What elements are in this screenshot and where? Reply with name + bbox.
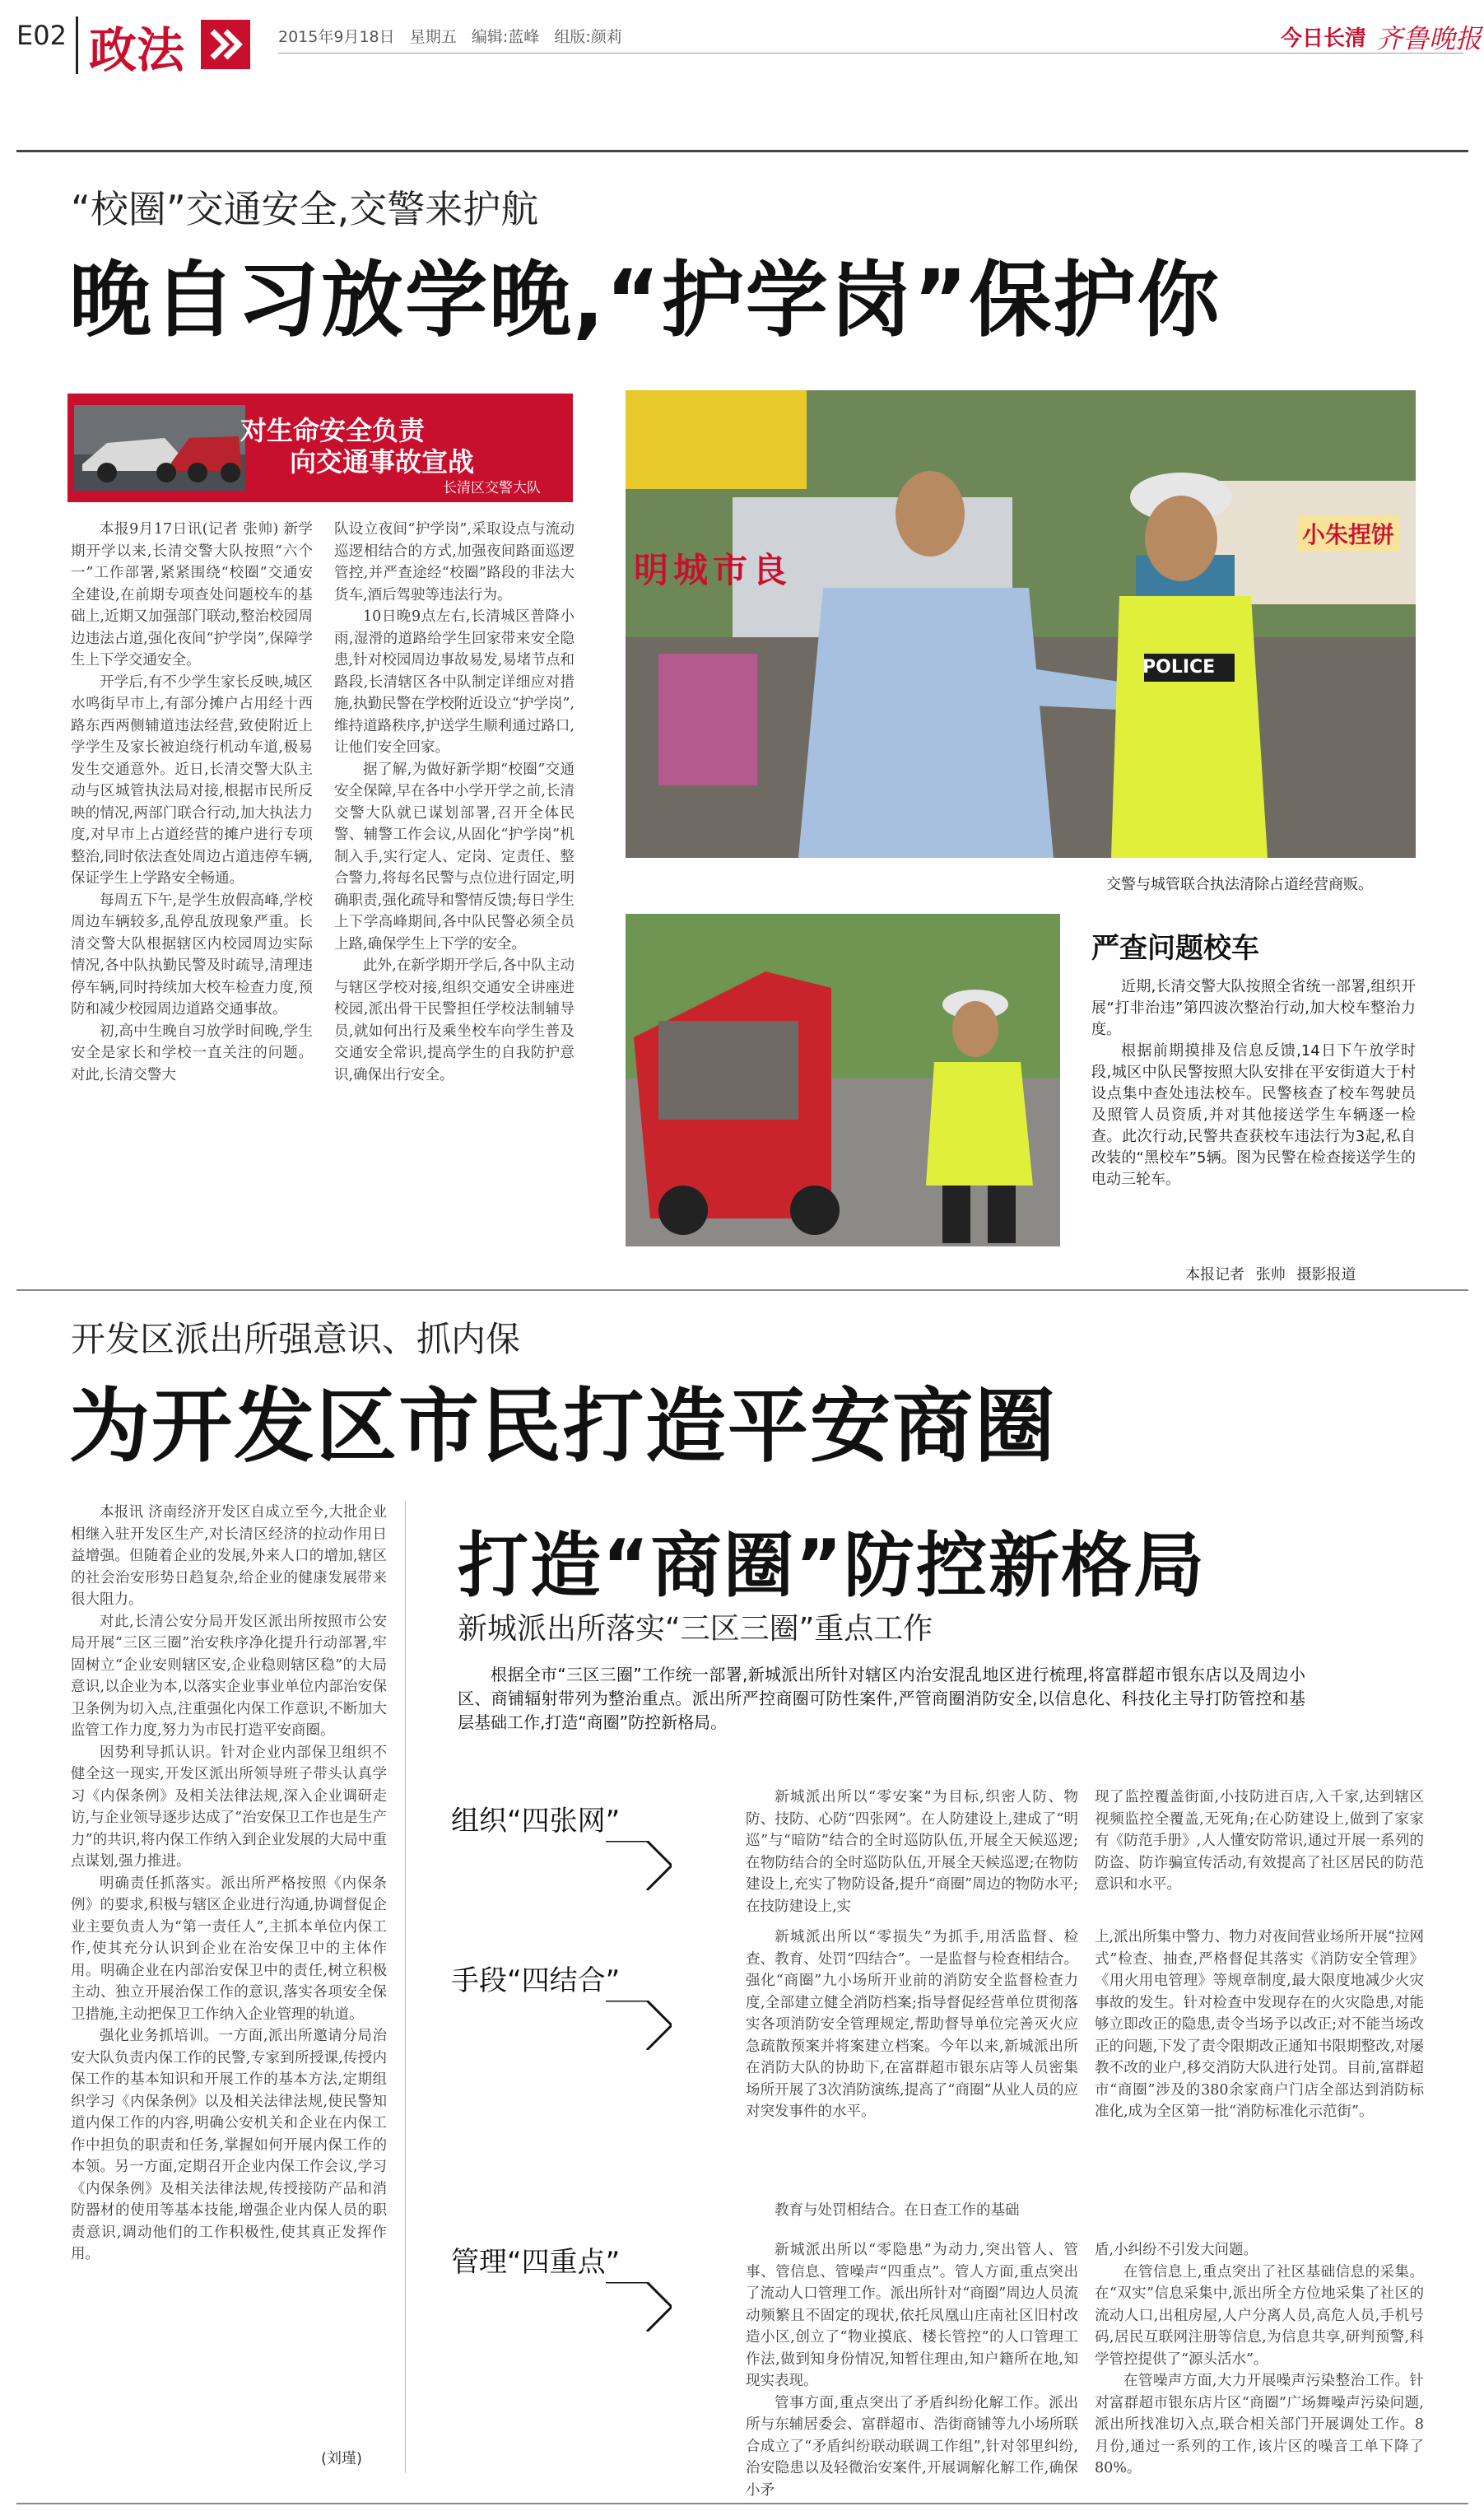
section3-paragraph: 在管信息上,重点突出了社区基础信息的采集。在“双实”信息采集中,派出所全方位地采集了社区的流动人口,出租房屋,人户分离人员,高危人员,手机号码,居民互联网注册等信息,为信息共享,研判预警,科学管控提供了“源头活水”。 [1095,2263,1424,2368]
story1-paragraph: 据了解,为做好新学期“校圈”交通安全保障,早在各中小学开学之前,长清交警大队就已谋划部署,召开全体民警、辅警工作会议,从固化“护学岗”机制入手,实行定人、定岗、定责任、整合警力,将每名民警与点位进行固定,明确职责,强化疏导和警情反馈;每日学生上下学高峰期间,各中队民警必须全员上路,确保学生上下学的安全。 [334,761,575,953]
section2-tail: 教育与处罚相结合。在日查工作的基础 [775,2202,1020,2219]
story2-column-rule [405,1502,406,2473]
section2-column-2: 上,派出所集中警力、物力对夜间营业场所开展“拉网式”检查、抽查,严格督促其落实《消防安全管理》《用火用电管理》等规章制度,最大限度地减少火灾事故的发生。针对检查中发现存在的火灾隐患,对能够立即改正的隐患,责令当场予以改正;对不能当场改正的问题,下发了责令限期改正通知书限期整改,对屡教不改的业户,移交消防大队进行处罚。目前,富群超市“商圈”涉及的380余家商户门店全部达到消防标准化,成为全区第一批“消防标准化示范街”。 [1095,1929,1424,2120]
banner-line-1: 对生命安全负责 [240,415,426,446]
header-rule [16,150,1468,152]
story-divider [16,1289,1468,1291]
issue-weekday: 星期五 [409,28,457,46]
story1-paragraph: 10日晚9点左右,长清城区普降小雨,湿滑的道路给学生回家带来安全隐患,针对校园周边事故易发,易堵节点和路段,长清辖区各中队制定详细应对措施,执勤民警在学校附近设立“护学岗”,维持道路秩序,护送学生顺利通过路口,让他们安全回家。 [334,608,575,756]
photo1-sign-left: 明城市良 [634,550,793,590]
story2-column [71,1502,387,2448]
photo-school-tricycle [626,914,1060,1246]
column-name: 今日长清 [1281,26,1367,51]
story2-paragraph: 因势利导抓认识。针对企业内部保卫组织不健全这一现实,开发区派出所领导班子带头认真学习《内保条例》及相关法律法规,深入企业调研走访,与企业领导逐步达成了“治安保卫工作也是生产力”的共识,将内保工作纳入到企业发展的大局中重点谋划,强力推进。 [71,1744,387,1870]
issue-date: 2015年9月18日 [278,28,395,46]
photo1-vest-label: POLICE [1142,657,1216,678]
page-header [0,0,1484,156]
photo1-sign-right: 小朱捏饼 [1297,515,1399,552]
issue-layout: 组版:颜莉 [554,28,622,46]
story2-byline: (刘瑾) [321,2450,363,2467]
sidebar-body [1091,976,1416,1190]
sidebar-credit: 本报记者 张帅 摄影报道 [1185,1266,1356,1283]
section3-column-2 [1095,2239,1424,2499]
section1-column-1: 新城派出所以“零安案”为目标,织密人防、物防、技防、心防“四张网”。在人防建设上,建成了“明巡”与“暗防”结合的全时巡防队伍,开展全天候巡逻;在物防结合的全时巡防队伍,开展全天候巡逻;在物防建设上,充实了物防设备,提升“商圈”周边的物防水平;在技防建设上,实 [746,1789,1078,1915]
section2-column-1 [746,1926,1078,2198]
section1-title: 组织“四张网” [451,1805,621,1838]
section3-arrow-icon [606,2282,672,2335]
section1-column-2: 现了监控覆盖街面,小技防进百店,入千家,达到辖区视频监控全覆盖,无死角;在心防建设上,做到了家家有《防范手册》,人人懂安防常识,通过开展一系列的防盗、防诈骗宣传活动,有效提高了社区居民的防范意识和水平。 [1095,1789,1424,1893]
issue-info [278,25,622,47]
header-divider [76,16,78,74]
section2-paragraph: 新城派出所以“零损失”为抓手,用活监督、检查、教育、处罚“四结合”。一是监督与检查相结合。强化“商圈”九小场所开业前的消防安全监督检查力度,全部建立健全消防档案;指导督促经营单位贯彻落实各项消防安全管理规定,帮助督导单位完善灭火应急疏散预案并将案建立档案。今年以来,新城派出所在消防大队的协助下,在富群超市银东店等人员密集场所开展了3次消防演练,提高了“商圈”从业人员的应对突发事件的水平。 [746,1929,1078,2120]
section2-arrow-icon [606,2001,672,2053]
section-arrow-icon [201,20,250,69]
section3-paragraph: 盾,小纠纷不引发大问题。 [1095,2242,1258,2258]
story1-headline: 晚自习放学晚,“护学岗”保护你 [69,252,1221,348]
page-number: E02 [16,20,67,51]
section-label: 政法 [89,22,185,78]
story1-paragraph: 初,高中生晚自习放学时间晚,学生安全是家长和学校一直关注的问题。对此,长清交警大 [71,1023,313,1083]
header-underline [278,53,1463,54]
paper-logo: 齐鲁晚报 [1376,23,1482,54]
car-crash-illustration [74,405,245,491]
story3-lead: 根据全市“三区三圈”工作统一部署,新城派出所针对辖区内治安混乱地区进行梳理,将富群超市银东店以及周边小区、商铺辐射带列为整治重点。派出所严控商圈可防性案件,严管商圈消防安全,以信息化、科技化主导打防管控和基层基础工作,打造“商圈”防控新格局。 [458,1665,1305,1732]
section3-paragraph: 管事方面,重点突出了矛盾纠纷化解工作。派出所与东辅居委会、富群超市、浩街商铺等九小场所联合成立了“矛盾纠纷联动联调工作组”,针对邻里纠纷,治安隐患以及轻微治安案件,开展调解化解工作,确保小矛 [746,2394,1078,2499]
banner-line-2: 向交通事故宣战 [290,446,475,478]
section1-arrow-icon [606,1841,672,1894]
story2-paragraph: 强化业务抓培训。一方面,派出所邀请分局治安大队负责内保工作的民警,专家到所授课,传授内保工作的基本知识和开展工作的基本方法,定期组织学习《内保条例》以及相关法律法规,使民警知道内保工作的内容,明确公安机关和企业在内保工作中担负的职责和任务,掌握如何开展内保工作的本领。另一方面,定期召开企业内保工作会议,学习《内保条例》及相关法律法规,传授接防产品和消防器材的使用等基本技能,增强企业内保人员的职责意识,调动他们的工作积极性,使其真正发挥作用。 [71,2028,387,2262]
sidebar-title: 严查问题校车 [1091,932,1259,965]
sidebar-paragraph: 根据前期摸排及信息反馈,14日下午放学时段,城区中队民警按照大队安排在平安街道大于村设点集中查处违法校车。民警核查了校车驾驶员及照管人员资质,并对其他接送学生车辆逐一检查。此次行动,民警共查获校车违法行为3起,私自改装的“黑校车”5辆。图为民警在检查接送学生的电动三轮车。 [1091,1042,1416,1188]
section3-column-1 [746,2239,1078,2499]
photo1-caption: 交警与城管联合执法清除占道经营商贩。 [1106,876,1373,893]
story1-paragraph: 本报9月17日讯(记者 张帅) 新学期开学以来,长清交警大队按照“六个一”工作部署,紧紧围绕“校圈”交通安全建设,在前期专项查处问题校车的基础上,近期又加强部门联动,整治校园周边违法占道,强化夜间“护学岗”,保障学生上下学交通安全。 [71,521,313,669]
story2-kicker: 开发区派出所强意识、抓内保 [71,1319,521,1359]
issue-editor: 编辑:蓝峰 [471,28,540,46]
section2-title: 手段“四结合” [451,1964,621,1997]
story1-paragraph: 此外,在新学期开学后,各中队主动与辖区学校对接,组织交通安全讲座进校园,派出骨干民警担任学校法制辅导员,就如何出行及乘坐校车向学生普及交通安全常识,提高学生的自我防护意识,确保出行安全。 [334,957,575,1083]
story1-paragraph: 队设立夜间“护学岗”,采取设点与流动巡逻相结合的方式,加强夜间路面巡逻管控,并严查途经“校圈”路段的非法大货车,酒后驾驶等违法行为。 [334,521,575,603]
banner-org: 长清区交警大队 [443,480,541,496]
story1-column-1 [71,519,313,1309]
story2-paragraph: 对此,长清公安分局开发区派出所按照市公安局开展“三区三圈”治安秩序净化提升行动部署,牢固树立“企业安则辖区安,企业稳则辖区稳”的大局意识,以企业为本,以落实企业事业单位内部治安保卫条例为切入点,注重强化内保工作意识,不断加大监管工作力度,努力为市民打造平安商圈。 [71,1613,387,1739]
story1-paragraph: 开学后,有不少学生家长反映,城区水鸣街早市上,有部分摊户占用经十西路东西两侧辅道违法经营,致使附近上学学生及家长被迫绕行机动车道,极易发生交通意外。近日,长清交警大队主动与区城管执法局对接,根据市民所反映的情况,两部门联合行动,加大执法力度,对早市上占道经营的摊户进行专项整治,同时依法查处周边占道违停车辆,保证学生上学路安全畅通。 [71,673,313,887]
story2-paragraph: 明确责任抓落实。派出所严格按照《内保条例》的要求,积极与辖区企业进行沟通,协调督促企业主要负责人为“第一责任人”,主抓本单位内保工作,使其充分认识到企业在治安保卫中的主体作用。明确企业在内部治安保卫中的责任,树立积极主动、独立开展治保工作的意识,落实各项安全保卫措施,主动把保卫工作纳入企业管理的轨道。 [71,1875,387,2023]
safety-banner [67,394,573,502]
sidebar-paragraph: 近期,长清交警大队按照全省统一部署,组织开展“打非治违”第四波次整治行动,加大校车整治力度。 [1091,978,1416,1038]
story1-column-2 [334,519,575,1309]
story2-headline: 为开发区市民打造平安商圈 [69,1380,1058,1474]
story1-paragraph: 每周五下午,是学生放假高峰,学校周边车辆较多,乱停乱放现象严重。长清交警大队根据辖区内校园周边实际情况,各中队执勤民警及时疏导,清理违停车辆,同时持续加大校车检查力度,预防和减少校园周边道路交通事故。 [71,892,313,1018]
story3-subhead: 新城派出所落实“三区三圈”重点工作 [458,1612,933,1646]
section3-paragraph: 在管噪声方面,大力开展噪声污染整治工作。针对富群超市银东店片区“商圈”广场舞噪声污染问题,派出所找准切入点,联合相关部门开展调处工作。8月份,通过一系列的工作,该片区的噪音工单下降了80%。 [1095,2373,1424,2476]
section3-title: 管理“四重点” [451,2246,621,2279]
photo-police-street [626,390,1416,858]
story1-kicker: “校圈”交通安全,交警来护航 [71,187,539,231]
photo-police-street-illustration [626,390,1416,858]
section3-paragraph: 新城派出所以“零隐患”为动力,突出管人、管事、管信息、管噪声“四重点”。管人方面,重点突出了流动人口管理工作。派出所针对“商圈”周边人员流动频繁且不固定的现状,依托凤凰山庄南社区旧村改造小区,创立了“物业摸底、楼长管控”的人口管理工作法,做到知身份情况,知暂住理由,知户籍所在地,知现实表现。 [746,2242,1078,2389]
story3-headline: 打造“商圈”防控新格局 [458,1525,1207,1607]
bottom-rule [16,2503,1468,2504]
photo-tricycle-illustration [626,914,1060,1246]
story2-paragraph: 本报讯 济南经济开发区自成立至今,大批企业相继入驻开发区生产,对长清区经济的拉动作用日益增强。但随着企业的发展,外来人口的增加,辖区的社会治安形势日趋复杂,给企业的健康发展带来很大阻力。 [71,1504,387,1608]
